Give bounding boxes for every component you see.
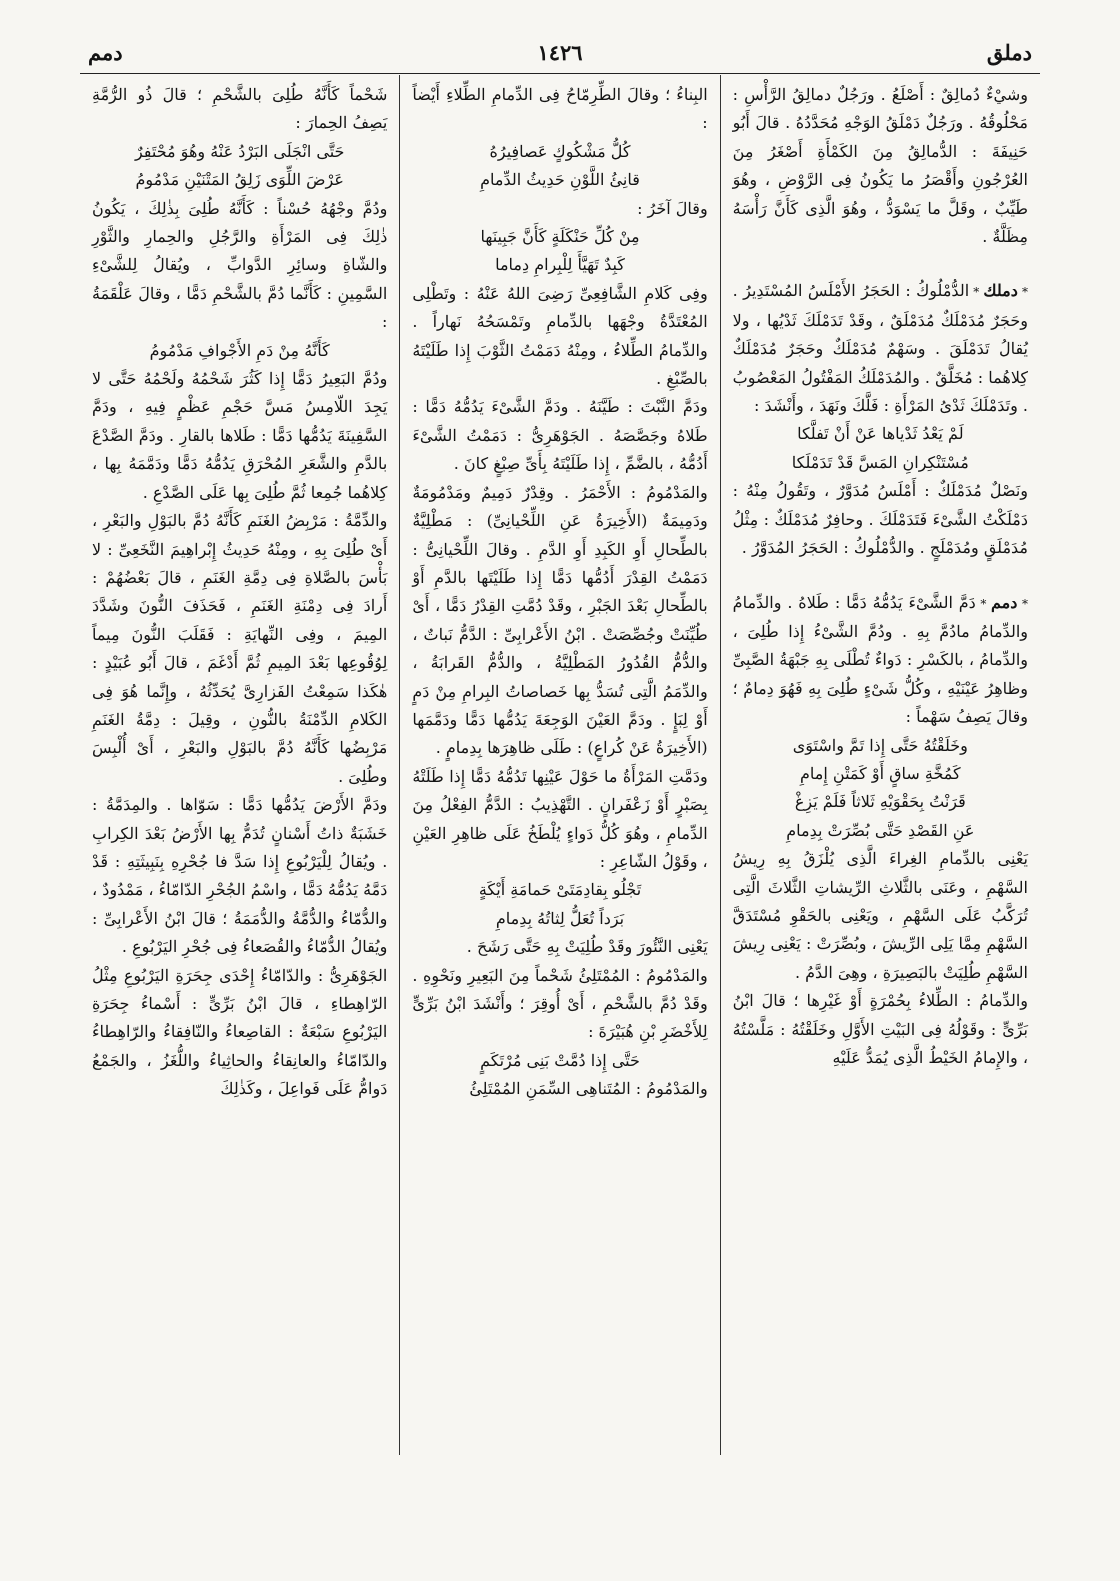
paragraph-text: دَمَّ الشَّىْءَ يَدُمُّهُ دَمًّا : طَلاهُ . والدِّمامُ والدِّمامُ مادُمَّ بِهِ . ودُمَّ الشَّىْءُ إِذا طُلِىَ ، والدِّمامُ ، بالكَسْرِ : دَواءٌ تُطْلَى بِهِ جَبْهَةُ الصَّبِىِّ وظاهِرُ عَيْنَيْهِ ، وكُلُّ شَىْءٍ طُلِىَ بِهِ فَهُوَ دِمامٌ ؛ وقالَ يَصِفُ سَهْماً : [732, 592, 1028, 727]
header-root-word-right: دملق [986, 40, 1032, 65]
paragraph-text: وفِى كَلامِ الشَّافِعِىِّ رَضِىَ اللهُ عَنْهُ : وتَطْلِى المُعْتَدَّةُ وجْهَها بالدِّمامِ وتَمْسَحُهُ نَهاراً . والدِّمامُ الطِّلاءُ ، ومِنْهُ دَمَمْتُ الثَّوْبَ إِذا طَلَيْتَهُ بالصِّبْغِ . [412, 283, 708, 389]
verse-line: مُسْتَنْكِرانِ المَسَّ قَدْ تَدَمْلَكا [791, 452, 969, 472]
paragraph-text: وقالَ آخَرُ : [637, 198, 708, 218]
paragraph-text: شَحْماً كَأَنَّهُ طُلِىَ بالشَّحْمِ ؛ قالَ ذُو الرُّمَّةِ يَصِفُ الحِمارَ : [92, 85, 388, 133]
entry-marker-icon: * [969, 285, 984, 300]
verse-line: تَجْلُو بِقادِمَتَىْ حَمامَةِ أَيْكَةٍ [478, 880, 642, 900]
entry-headword: دمم [991, 592, 1018, 612]
paragraph [92, 195, 387, 337]
paragraph-text: يَعْنِى النَّئُورَ وقَدْ طُلِيَتْ بِهِ حَتَّى رَشَحَ . [466, 937, 708, 957]
paragraph [92, 791, 387, 961]
paragraph-text: وشيْءٌ دُمالِقٌ : أَصْلَعُ . ورَجُلٌ دمالِقُ الرَّأْسِ : مَحْلُوقُهُ . ورَجُلٌ دَمْلَقُ الوَجْهِ مُحَدَّدُهُ . قالَ أَبُو حَنِيفَةَ : الدُّمالِقُ مِنَ الكَمْأَةِ أَصْغَرُ مِنَ العُرْجُونِ وأَقْصَرُ ما يَكُونُ فِى الرَّوْضِ ، وهُوَ طَيِّبٌ ، وقَلَّ ما يَسْوَدُّ ، وهُوَ الَّذِى كَأَنَّ رَأْسَهُ مِظَلَّةٌ . [732, 85, 1028, 247]
header-root-word-left: دمم [88, 40, 123, 65]
column-middle [400, 75, 720, 1455]
paragraph-text: ودَمَّتِ المَرْأَةُ ما حَوْلَ عَيْنِها تَدُمُّهُ دَمًّا إِذا طَلَتْهُ بِصَبْرٍ أَوْ زَعْفَرانٍ . التَّهْذِيبُ : الدَّمُّ الفِعْلُ مِنَ الدِّمامِ ، وهُوَ كُلُّ دَواءٍ يُلْطَخُ عَلَى ظاهِرِ العَيْنِ ، وقَوْلُ الشّاعِرِ : [412, 766, 708, 871]
paragraph [92, 81, 387, 138]
entry-marker-icon: * [1017, 285, 1028, 300]
verse-line: عَرْضَ اللِّوَى زَلِقُ المَتْنَيْنِ مَدْمُومُ [135, 170, 344, 190]
verse-line: عَنِ القَصْدِ حَتَّى بُصِّرَتْ بِدِمامِ [786, 820, 975, 840]
page-number: ١٤٢٦ [537, 40, 583, 65]
verse-line: كَمُخَّةِ ساقٍ أَوْ كَمَتْنِ إِمامِ [800, 763, 961, 783]
paragraph [412, 479, 707, 763]
paragraph-text: ونَصْلٌ مُدَمْلَكٌ : أَمْلَسُ مُدَوَّرٌ ، وتَقُولُ مِنْهُ : دَمْلَكْتُ الشَّىْءَ فَتَدَمْلَكَ . وحافِرٌ مُدَمْلَكٌ : مِثْلُ مُدَمْلَقٍ ومُدَمْلَجٍ . والدُّمْلُوكُ : الحَجَرُ المُدَوَّرُ . [732, 481, 1028, 558]
header-rule [80, 73, 1040, 74]
paragraph [92, 962, 387, 1104]
paragraph [412, 393, 707, 478]
paragraph [92, 507, 387, 791]
paragraph-text: الدُّمْلُوكُ : الحَجَرُ الأَمْلَسُ المُسْتَدِيرُ . وحَجَرٌ مُدَمْلَكٌ مُدَمْلَقٌ ، وقَدْ تَدَمْلَكَ ثَدْيُها ، ولا يُقالُ تَدَمْلَقَ . وسَهْمٌ مُدَمْلَكٌ وحَجَرٌ مُدَمْلَكٌ كِلاهُما : مُخَلَّقٌ . والمُدَمْلَكُ المَفْتُولُ المَعْصُوبُ . وتَدَمْلَكَ ثَدْىُ المَرْأَةِ : فَلَّكَ ونَهَدَ ، وأَنْشَدَ : [732, 281, 1028, 416]
paragraph [733, 987, 1028, 1072]
paragraph [412, 280, 707, 394]
verse-line: قانِئُ اللَّوْنِ حَدِيثُ الدِّمامِ [480, 170, 640, 190]
verse-line: كَأَنَّهُ مِنْ دَمِ الأَجْوافِ مَدْمُومُ [149, 340, 330, 360]
entry-headword: دملك [983, 281, 1018, 301]
paragraph [92, 365, 387, 507]
verse-line: كُلُّ مَشْكُوكٍ عَصافِيرُهُ [489, 141, 631, 161]
entry-paragraph [733, 277, 1028, 420]
paragraph-text: ودُمَّ البَعِيرُ دَمًّا إِذا كَثُرَ شَحْمُهُ ولَحْمُهُ حَتَّى لا يَجِدَ اللّامِسُ مَسَّ حَجْمِ عَظْمٍ فِيهِ ، ودَمَّ السَّفِينَةَ يَدُمُّها دَمًّا : طَلاها بالقارِ . ودَمَّ الصَّدْعَ بالدَّمِ والشَّعَرِ المُحْرَقِ يَدُمُّهُ دَمًّا ودَمَّمَهُ بِها ، كِلاهُما جُمِعا ثُمَّ طُلِىَ بِها عَلَى الصَّدْعِ . [92, 369, 388, 502]
paragraph-text: ودَمَّ النَّبْتَ : طَيَّنَهُ . ودَمَّ الشَّىْءَ يَدُمُّهُ دَمًّا : طَلاهُ وجَصَّصَهُ . الجَوْهَرِىُّ : دَمَمْتُ الشَّىْءَ أَدُمُّهُ ، بالضَّمِّ ، إِذا طَلَيْتَهُ بِأَىِّ صِبْغٍ كانَ . [412, 397, 708, 474]
paragraph-text: الجَوْهَرِىُّ : والدّامّاءُ إِحْدَى جِحَرَةِ اليَرْبُوعِ مِثْلُ الرّاهِطاءِ ، قالَ ابْنُ بَرِّىٍّ : أَسْماءُ جِحَرَةِ اليَرْبُوعِ سَبْعَةٌ : القاصِعاءُ والنّافِقاءُ والرّاهِطاءُ والدّامّاءُ والعانِقاءُ والحاثِياءُ واللُّغَزُ ، والجَمْعُ دَوامُّ عَلَى فَواعِلَ ، وكَذٰلِكَ [92, 965, 388, 1099]
paragraph [412, 1075, 707, 1103]
entry-paragraph [733, 589, 1028, 732]
verse-line: لَمْ يَعْدُ ثَدْياها عَنْ أَنْ تَفلَّكا [797, 424, 964, 444]
page-header [80, 40, 1040, 76]
verse-line: بَرَداً تُعَلُّ لِثاتُهُ بِدِمامِ [495, 908, 625, 928]
column-left [80, 75, 400, 1455]
verse-line: قَرَنْتُ بِحَقْوَيْهِ ثَلاثاً فَلَمْ يَزِغْ [794, 792, 966, 812]
paragraph [733, 845, 1028, 987]
paragraph-text: والمَدْمُومُ : المُتَناهِى السِّمَنِ المُمْتَلِئُ [469, 1079, 708, 1099]
paragraph-text: والدِّمَّةُ : مَرْبِضُ الغَنَمِ كَأَنَّهُ دُمَّ بالبَوْلِ والبَعْرِ ، أَىْ طُلِىَ بِهِ ، ومِنْهُ حَدِيثُ إِبْراهِيمَ النَّخَعِىِّ : لا بَأْسَ بالصَّلاةِ فِى دِمَّةِ الغَنَمِ ، قالَ بَعْضُهُمْ : أَرادَ فِى دِمْنَةِ الغَنَمِ ، فَحَذَفَ النُّونَ وشَدَّدَ المِيمَ ، وفِى النِّهايَةِ : فَقَلَبَ النُّونَ مِيماً لِوُقُوعِها بَعْدَ المِيمِ ثُمَّ أَدْغَمَ ، قالَ أَبُو عُبَيْدٍ : هٰكَذا سَمِعْتُ الفَزارِىَّ يُحَدِّثُهُ ، وإِنَّما هُوَ فِى الكَلامِ الدِّمْنَةُ بالنُّونِ ، وقِيلَ : دِمَّةُ الغَنَمِ مَرْبِضُها كَأَنَّهُ دُمَّ بالبَوْلِ والبَعْرِ ، أَىْ أُلْبِسَ وطُلِىَ . [92, 511, 388, 786]
verse-line: وخَلَقْتُهُ حَتَّى إِذا تَمَّ واسْتَوَى [792, 735, 968, 755]
verse-line: حَتَّى إِذا دُمَّتْ بَنِى مُرْتَكَمٍ [480, 1050, 640, 1070]
verse-line: حَتَّى انْجَلَى البَرْدُ عَنْهُ وهُوَ مُحْتَفِرٌ [134, 141, 345, 161]
paragraph [733, 81, 1028, 251]
paragraph [412, 195, 707, 223]
paragraph-text: والمَدْمُومُ : الأَحْمَرُ . وقِدْرٌ دَمِيمٌ ومَدْمُومَةٌ ودَمِيمَةٌ (الأَخِيرَةُ عَنِ اللِّحْيانِىِّ) : مَطْلِيَّةٌ بالطِّحالِ أَوِ الكَبِدِ أَوِ الدَّمِ . وقالَ اللِّحْيانِىُّ : دَمَمْتُ القِدْرَ أَدُمُّها دَمًّا إِذا طَلَيْتَها بالدَّمِ أَوْ بالطِّحالِ بَعْدَ الجَبْرِ ، وقَدْ دُمَّتِ القِدْرُ دَمًّا ، أَىْ طُيِّنَتْ وجُصِّصَتْ . ابْنُ الأَعْرابِىِّ : الدَّمُّ نَباتٌ ، والدُّمُّ القُدُورُ المَطْلِيَّةُ ، والدُّمُّ القَرابَةُ ، والدِّمَمُ الَّتِى تُسَدُّ بِها خَصاصاتُ البِرامِ مِنْ دَمٍ أَوْ لِبَإٍ . ودَمَّ العَيْنَ الوَجِعَةَ يَدُمُّها دَمًّا ودَمَّمَها (الأَخِيرَةُ عَنْ كُراعٍ) : طَلَى ظاهِرَها بِدِمامٍ . [412, 482, 708, 758]
paragraph-text: والدِّمامُ : الطِّلاءُ بِحُمْرَةٍ أَوْ غَيْرِها ؛ قالَ ابْنُ بَرِّىٍّ : وقَوْلُهُ فِى البَيْتِ الأَوَّلِ وخَلَقْتُهُ : مَلَّسْتُهُ ، والإِمامُ الخَيْطُ الَّذِى يُمَدُّ عَلَيْهِ [732, 991, 1028, 1067]
column-right [721, 75, 1040, 1455]
paragraph-text: ودَمَّ الأَرْضَ يَدُمُّها دَمًّا : سَوّاها . والمِدَمَّةُ : خَشَبَةٌ ذاتُ أَسْنانٍ تُدَمُّ بِها الأَرْضُ بَعْدَ الكِرابِ . ويُقالُ لِلْيَرْبُوعِ إِذا سَدَّ فا جُحْرِهِ بِنَبِيثَتِهِ : قَدْ دَمَّهُ يَدُمُّهُ دَمًّا ، واسْمُ الجُحْرِ الدّامّاءُ ، مَمْدُودٌ ، والدُّمّاءُ والدُّمَّةُ والدُّمَمَةُ ؛ قالَ ابْنُ الأَعْرابِىِّ : ويُقالُ الدُّمّاءُ والقُصَعاءُ فِى جُحْرِ اليَرْبُوعِ . [92, 795, 388, 957]
paragraph [412, 81, 707, 138]
paragraph-text: البِناءُ ؛ وقالَ الطِّرِمّاحُ فِى الدِّمامِ الطِّلاءِ أَيْضاً : [412, 85, 708, 133]
paragraph-text: ودُمَّ وجْهُهُ حُسْناً : كَأَنَّهُ طُلِىَ بِذٰلِكَ ، يَكُونُ ذٰلِكَ فِى المَرْأَةِ والرَّجُلِ والحِمارِ والثَّوْرِ والشّاةِ وسائِرِ الدَّوابِّ ، ويُقالُ لِلشَّىْءِ السَّمِينِ : كَأَنَّما دُمَّ بالشَّحْمِ دَمًّا ، وقالَ عَلْقَمَةُ : [92, 198, 388, 332]
paragraph [733, 477, 1028, 562]
entry-marker-icon: * [1017, 596, 1028, 611]
paragraph-text: والمَدْمُومُ : المُمْتَلِئُ شَحْماً مِنَ البَعِيرِ ونَحْوِهِ . وقَدْ دُمَّ بالشَّحْمِ ، أَىْ أُوقِرَ ؛ وأَنْشَدَ ابْنُ بَرِّىٍّ لِلأَخْضَرِ بْنِ هُبَيْرَةَ : [412, 965, 708, 1042]
verse-line: مِنْ كُلِّ حَنْكَلَةٍ كَأَنَّ جَبِينَها [480, 227, 640, 247]
paragraph [412, 962, 707, 1047]
paragraph [412, 763, 707, 877]
verse-line: كَبِدٌ تَهَيَّأَ لِلْبِرامِ دِماما [495, 255, 625, 275]
entry-marker-icon: * [975, 596, 992, 611]
text-columns [80, 75, 1040, 1455]
paragraph [412, 933, 707, 961]
paragraph-text: يَعْنِى بالدِّمامِ الغِراءَ الَّذِى يُلْزَقُ بِهِ رِيشُ السَّهْمِ ، وعَنَى بالثَّلاثِ الرِّيشاتِ الثَّلاثَ الَّتِى تُرَكَّبُ عَلَى السَّهْمِ ، ويَعْنِى بالحَقْوِ مُسْتَدَقَّ السَّهْمِ مِمَّا يَلِى الرِّيشَ ، وبُصِّرَتْ : يَعْنِى رِيشَ السَّهْمِ طُلِيَتْ بالبَصِيرَةِ ، وهِىَ الدَّمُ . [732, 849, 1028, 982]
